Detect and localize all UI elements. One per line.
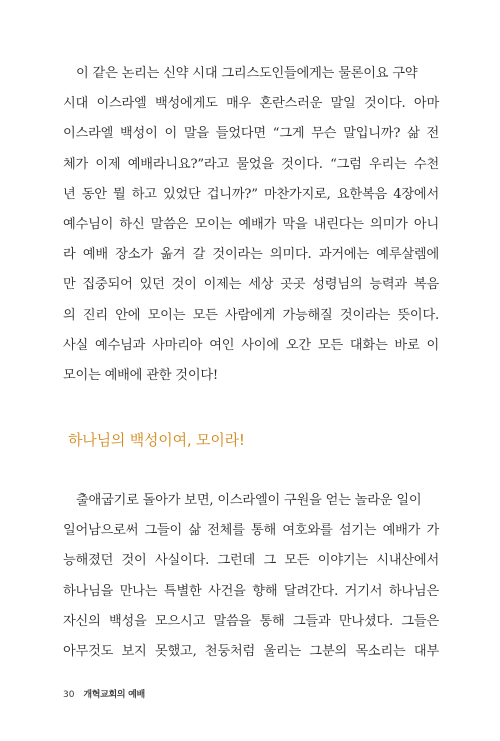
text-line: 일어남으로써 그들이 삶 전체를 통해 여호와를 섬기는 예배가 가 bbox=[63, 523, 439, 539]
text-line: 이 같은 논리는 신약 시대 그리스도인들에게는 물론이요 구약 bbox=[76, 66, 418, 81]
paragraph-1 bbox=[63, 59, 439, 391]
text-line: 이스라엘 백성이 이 말을 들었다면 “그게 무슨 말입니까? 삶 전 bbox=[63, 126, 439, 142]
text-line: 시대 이스라엘 백성에게도 매우 혼란스러운 말일 것이다. 아마 bbox=[63, 96, 439, 112]
text-line: 년 동안 뭘 하고 있었단 겁니까?” 마찬가지로, 요한복음 4장에서 bbox=[63, 186, 439, 202]
text-line: 하나님을 만나는 특별한 사건을 향해 달려간다. 거기서 하나님은 bbox=[63, 583, 439, 599]
text-line: 사실 예수님과 사마리아 여인 사이에 오간 모든 대화는 바로 이 bbox=[63, 337, 439, 353]
text-line: 아무것도 보지 못했고, 천둥처럼 울리는 그분의 목소리는 대부 bbox=[63, 643, 439, 659]
book-title: 개혁교회의 예배 bbox=[83, 690, 145, 700]
page-footer bbox=[63, 687, 145, 700]
text-line: 능해졌던 것이 사실이다. 그런데 그 모든 이야기는 시내산에서 bbox=[63, 553, 439, 569]
text-line: 모이는 예배에 관한 것이다! bbox=[63, 367, 219, 383]
text-line: 의 진리 안에 모이는 모든 사람에게 가능해질 것이라는 뜻이다. bbox=[63, 307, 439, 323]
text-line: 체가 이제 예배라니요?”라고 물었을 것이다. “그럼 우리는 수천 bbox=[63, 156, 439, 172]
text-line: 라 예배 장소가 옮겨 갈 것이라는 의미다. 과거에는 예루살렘에 bbox=[63, 247, 439, 263]
page-number: 30 bbox=[63, 690, 75, 700]
text-line: 예수님이 하신 말씀은 모이는 예배가 막을 내린다는 의미가 아니 bbox=[63, 216, 439, 232]
text-line: 만 집중되어 있던 것이 이제는 세상 곳곳 성령님의 능력과 복음 bbox=[63, 277, 439, 293]
text-line: 출애굽기로 돌아가 보면, 이스라엘이 구원을 얻는 놀라운 일이 bbox=[76, 493, 422, 508]
text-line: 자신의 백성을 모으시고 말씀을 통해 그들과 만나셨다. 그들은 bbox=[63, 613, 439, 629]
paragraph-2 bbox=[63, 486, 439, 667]
section-heading: 하나님의 백성이여, 모이라! bbox=[68, 431, 245, 449]
